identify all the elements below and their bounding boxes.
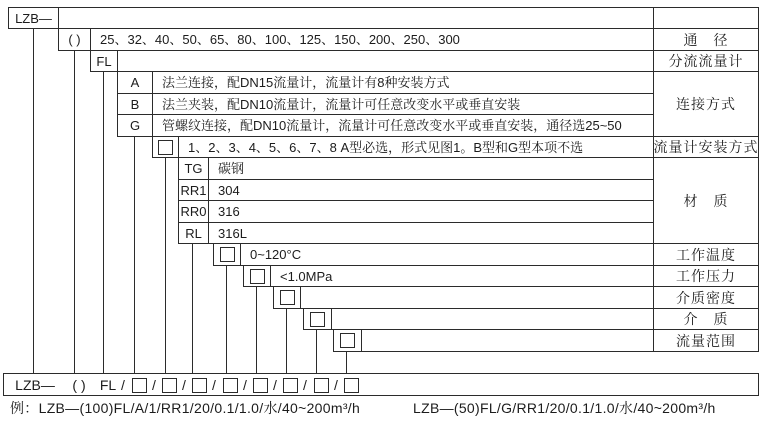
formula-separator: / bbox=[243, 376, 247, 393]
material-rl-code: RL bbox=[185, 225, 202, 241]
pressure-desc-cell bbox=[270, 265, 654, 287]
type-key-cell bbox=[90, 50, 118, 72]
pressure-key-cell bbox=[243, 265, 271, 287]
medium-checkbox-square bbox=[310, 312, 325, 327]
connection-b-code-cell bbox=[117, 93, 153, 115]
connector-line bbox=[256, 286, 257, 374]
temperature-key-cell bbox=[213, 243, 241, 266]
formula-blank-square bbox=[314, 378, 329, 393]
formula-blank-square bbox=[283, 378, 298, 393]
connection-label-cell bbox=[653, 71, 759, 137]
material-rr1-code: RR1 bbox=[180, 182, 207, 198]
flow-range-key-cell bbox=[333, 329, 362, 352]
connection-a-desc: 法兰连接，配DN15流量计，流量计有8种安装方式 bbox=[162, 75, 450, 90]
pressure-checkbox-square bbox=[250, 269, 265, 284]
example-first bbox=[10, 398, 360, 418]
connector-line bbox=[33, 28, 34, 374]
connection-a-code-cell bbox=[117, 71, 153, 94]
formula-separator: / bbox=[303, 376, 307, 393]
material-label: 材 质 bbox=[683, 192, 729, 209]
material-rl-desc-cell bbox=[208, 222, 654, 244]
connector-line bbox=[346, 351, 347, 374]
type-label-cell bbox=[653, 50, 759, 72]
flow-range-checkbox-square bbox=[340, 333, 355, 348]
installation-checkbox-square bbox=[158, 140, 173, 155]
connector-line bbox=[316, 329, 317, 374]
example-second-text: LZB—(50)FL/G/RR1/20/0.1/1.0/水/40~200m³/h bbox=[413, 400, 716, 416]
connection-g-desc: 管螺纹连接，配DN10流量计，流量计可任意改变水平或垂直安装，通径选25~50 bbox=[162, 118, 622, 133]
formula-separator: / bbox=[182, 376, 186, 393]
material-rr1-desc: 304 bbox=[218, 182, 240, 198]
temperature-desc-cell bbox=[240, 243, 654, 266]
material-rr1-code-cell bbox=[178, 179, 209, 201]
connection-a-code: A bbox=[130, 75, 140, 90]
flow-range-label-cell bbox=[653, 329, 759, 352]
example-second bbox=[413, 398, 716, 418]
connector-line bbox=[103, 71, 104, 374]
flow-range-empty-cell bbox=[361, 329, 654, 352]
connector-line bbox=[165, 157, 166, 374]
density-checkbox-square bbox=[280, 290, 295, 305]
top-right-empty-cell bbox=[653, 7, 759, 29]
formula-blank-square bbox=[344, 378, 359, 393]
example-caption: 例： bbox=[10, 400, 39, 416]
density-label: 介质密度 bbox=[676, 289, 736, 306]
connection-label: 连接方式 bbox=[676, 96, 736, 112]
diameter-key-cell bbox=[58, 28, 91, 51]
connection-g-code-cell bbox=[117, 114, 153, 137]
connection-g-code: G bbox=[129, 118, 141, 133]
material-label-cell bbox=[653, 157, 759, 244]
formula-separator: / bbox=[152, 376, 156, 393]
type-key: FL bbox=[96, 53, 112, 69]
formula-prefix: LZB— bbox=[15, 376, 55, 393]
density-key-cell bbox=[273, 286, 301, 309]
model-prefix: LZB— bbox=[15, 10, 52, 26]
temperature-label: 工作温度 bbox=[676, 246, 736, 263]
connector-line bbox=[226, 265, 227, 374]
material-rr0-desc-cell bbox=[208, 200, 654, 223]
formula-fl: FL bbox=[99, 376, 117, 393]
installation-label-cell bbox=[653, 136, 759, 158]
connector-line bbox=[192, 243, 193, 374]
pressure-label: 工作压力 bbox=[676, 268, 736, 284]
diameter-options-cell bbox=[90, 28, 654, 51]
pressure-label-cell bbox=[653, 265, 759, 287]
formula-separator: / bbox=[121, 376, 125, 393]
example-first-text: LZB—(100)FL/A/1/RR1/20/0.1/1.0/水/40~200m³/h bbox=[38, 400, 361, 416]
formula-box bbox=[3, 373, 759, 396]
temperature-desc: 0~120°C bbox=[250, 247, 302, 262]
material-tg-code: TG bbox=[184, 161, 203, 176]
pressure-desc: <1.0MPa bbox=[280, 268, 333, 284]
connection-b-desc: 法兰夹装，配DN10流量计，流量计可任意改变水平或垂直安装 bbox=[162, 96, 521, 112]
formula-separator: / bbox=[273, 376, 277, 393]
material-tg-desc: 碳钢 bbox=[218, 161, 245, 176]
medium-key-cell bbox=[303, 308, 332, 330]
temperature-label-cell bbox=[653, 243, 759, 266]
diameter-options: 25、32、40、50、65、80、100、125、150、200、250、300 bbox=[100, 32, 460, 47]
material-rl-code-cell bbox=[178, 222, 209, 244]
material-rr0-code-cell bbox=[178, 200, 209, 223]
material-rr0-desc: 316 bbox=[218, 204, 240, 219]
connection-a-desc-cell bbox=[152, 71, 654, 94]
connection-b-code: B bbox=[130, 96, 140, 112]
diameter-label-cell bbox=[653, 28, 759, 51]
density-empty-cell bbox=[300, 286, 654, 309]
formula-separator: / bbox=[334, 376, 338, 393]
connector-line bbox=[74, 50, 75, 374]
material-rr0-code: RR0 bbox=[180, 204, 207, 219]
formula-separator: / bbox=[212, 376, 216, 393]
medium-label-cell bbox=[653, 308, 759, 330]
medium-label: 介 质 bbox=[683, 311, 729, 327]
diameter-label: 通 径 bbox=[683, 31, 729, 48]
diameter-key: ( ) bbox=[68, 32, 81, 47]
formula-paren: ( ) bbox=[72, 376, 86, 393]
connector-line bbox=[134, 136, 135, 374]
installation-label: 流量计安装方式 bbox=[653, 139, 759, 155]
material-rr1-desc-cell bbox=[208, 179, 654, 201]
type-empty-cell bbox=[117, 50, 654, 72]
connection-b-desc-cell bbox=[152, 93, 654, 115]
installation-desc-cell bbox=[178, 136, 654, 158]
installation-desc: 1、2、3、4、5、6、7、8 A型必选，形式见图1。B型和G型本项不选 bbox=[188, 139, 584, 155]
formula-blank-square bbox=[132, 378, 147, 393]
connector-line bbox=[286, 308, 287, 374]
formula-blank-square bbox=[223, 378, 238, 393]
density-label-cell bbox=[653, 286, 759, 309]
formula-blank-square bbox=[162, 378, 177, 393]
connection-g-desc-cell bbox=[152, 114, 654, 137]
material-tg-code-cell bbox=[178, 157, 209, 180]
model-prefix-cell bbox=[8, 7, 59, 29]
installation-key-cell bbox=[152, 136, 179, 158]
formula-blank-square bbox=[253, 378, 268, 393]
material-rl-desc: 316L bbox=[218, 225, 247, 241]
flow-range-label: 流量范围 bbox=[676, 332, 736, 349]
material-tg-desc-cell bbox=[208, 157, 654, 180]
top-empty-cell bbox=[58, 7, 654, 29]
type-label: 分流流量计 bbox=[668, 53, 744, 69]
formula-blank-square bbox=[192, 378, 207, 393]
temperature-checkbox-square bbox=[220, 247, 235, 262]
medium-empty-cell bbox=[331, 308, 654, 330]
